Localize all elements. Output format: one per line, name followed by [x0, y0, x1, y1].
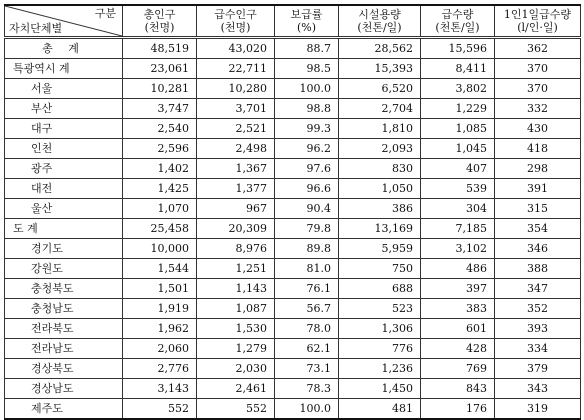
- table-row: [5, 99, 581, 119]
- served-population-cell: 1,367: [197, 159, 275, 179]
- supply-rate-cell: 97.6: [275, 159, 339, 179]
- table-row: [5, 199, 581, 219]
- facility-capacity-cell: 1,450: [339, 379, 421, 399]
- served-population-cell: 967: [197, 199, 275, 219]
- table-row: [5, 239, 581, 259]
- per-capita-supply-cell: 370: [495, 59, 581, 79]
- region-cell: 충청남도: [5, 299, 123, 319]
- per-capita-supply-cell: 343: [495, 379, 581, 399]
- region-cell: 도 계: [5, 219, 123, 239]
- population-cell: 1,501: [123, 279, 197, 299]
- region-cell: 서울: [5, 79, 123, 99]
- facility-capacity-cell: 523: [339, 299, 421, 319]
- per-capita-supply-cell: 334: [495, 339, 581, 359]
- table-row: [5, 159, 581, 179]
- supply-rate-cell: 100.0: [275, 399, 339, 420]
- supply-volume-cell: 1,229: [421, 99, 495, 119]
- facility-capacity-cell: 386: [339, 199, 421, 219]
- region-cell: 대전: [5, 179, 123, 199]
- facility-capacity-cell: 776: [339, 339, 421, 359]
- supply-rate-cell: 98.5: [275, 59, 339, 79]
- per-capita-supply-cell: 298: [495, 159, 581, 179]
- population-cell: 552: [123, 399, 197, 420]
- per-capita-supply-cell: 319: [495, 399, 581, 420]
- served-population-cell: 1,143: [197, 279, 275, 299]
- facility-capacity-cell: 750: [339, 259, 421, 279]
- supply-rate-cell: 99.3: [275, 119, 339, 139]
- facility-capacity-cell: 28,562: [339, 38, 421, 59]
- supply-volume-cell: 601: [421, 319, 495, 339]
- region-cell: 제주도: [5, 399, 123, 420]
- table-row: [5, 399, 581, 420]
- per-capita-supply-cell: 388: [495, 259, 581, 279]
- supply-rate-cell: 79.8: [275, 219, 339, 239]
- supply-rate-cell: 98.8: [275, 99, 339, 119]
- region-cell: 경상북도: [5, 359, 123, 379]
- region-cell: 경기도: [5, 239, 123, 259]
- supply-rate-cell: 96.2: [275, 139, 339, 159]
- population-cell: 25,458: [123, 219, 197, 239]
- supply-volume-cell: 397: [421, 279, 495, 299]
- region-cell: 총 계: [5, 38, 123, 59]
- per-capita-supply-cell: 362: [495, 38, 581, 59]
- per-capita-supply-cell: 418: [495, 139, 581, 159]
- per-capita-supply-cell: 332: [495, 99, 581, 119]
- table-row: [5, 38, 581, 59]
- table-row: [5, 219, 581, 239]
- supply-volume-cell: 428: [421, 339, 495, 359]
- supply-rate-cell: 78.0: [275, 319, 339, 339]
- per-capita-supply-cell: 347: [495, 279, 581, 299]
- population-cell: 1,962: [123, 319, 197, 339]
- facility-capacity-cell: 2,704: [339, 99, 421, 119]
- column-header-supply-volume: 급수량 (천톤/일): [421, 5, 495, 38]
- table-row: [5, 319, 581, 339]
- supply-volume-cell: 3,802: [421, 79, 495, 99]
- table-row: [5, 359, 581, 379]
- table-row: [5, 339, 581, 359]
- corner-top-label: 구분: [94, 7, 116, 20]
- served-population-cell: 552: [197, 399, 275, 420]
- served-population-cell: 22,711: [197, 59, 275, 79]
- served-population-cell: 2,030: [197, 359, 275, 379]
- population-cell: 2,776: [123, 359, 197, 379]
- per-capita-supply-cell: 354: [495, 219, 581, 239]
- supply-rate-cell: 76.1: [275, 279, 339, 299]
- column-header-facility-capacity: 시설용량 (천톤/일): [339, 5, 421, 38]
- supply-volume-cell: 304: [421, 199, 495, 219]
- supply-rate-cell: 89.8: [275, 239, 339, 259]
- supply-volume-cell: 176: [421, 399, 495, 420]
- supply-rate-cell: 88.7: [275, 38, 339, 59]
- per-capita-supply-cell: 346: [495, 239, 581, 259]
- region-cell: 전라남도: [5, 339, 123, 359]
- region-cell: 대구: [5, 119, 123, 139]
- supply-rate-cell: 62.1: [275, 339, 339, 359]
- population-cell: 48,519: [123, 38, 197, 59]
- header-row: [5, 5, 581, 38]
- region-cell: 강원도: [5, 259, 123, 279]
- supply-volume-cell: 3,102: [421, 239, 495, 259]
- population-cell: 1,544: [123, 259, 197, 279]
- region-cell: 경상남도: [5, 379, 123, 399]
- supply-rate-cell: 56.7: [275, 299, 339, 319]
- region-cell: 광주: [5, 159, 123, 179]
- column-header-supply-rate: 보급률 (%): [275, 5, 339, 38]
- table-row: [5, 79, 581, 99]
- table-row: [5, 259, 581, 279]
- per-capita-supply-cell: 430: [495, 119, 581, 139]
- served-population-cell: 8,976: [197, 239, 275, 259]
- population-cell: 1,402: [123, 159, 197, 179]
- column-header-population: 총인구 (천명): [123, 5, 197, 38]
- supply-volume-cell: 407: [421, 159, 495, 179]
- supply-rate-cell: 100.0: [275, 79, 339, 99]
- table-row: [5, 279, 581, 299]
- table-row: [5, 59, 581, 79]
- per-capita-supply-cell: 315: [495, 199, 581, 219]
- table-row: [5, 299, 581, 319]
- supply-volume-cell: 486: [421, 259, 495, 279]
- per-capita-supply-cell: 393: [495, 319, 581, 339]
- facility-capacity-cell: 1,236: [339, 359, 421, 379]
- facility-capacity-cell: 15,393: [339, 59, 421, 79]
- per-capita-supply-cell: 379: [495, 359, 581, 379]
- supply-volume-cell: 7,185: [421, 219, 495, 239]
- column-header-per-capita-supply: 1인1일급수량 (l/인·일): [495, 5, 581, 38]
- population-cell: 2,060: [123, 339, 197, 359]
- table-row: [5, 139, 581, 159]
- facility-capacity-cell: 13,169: [339, 219, 421, 239]
- supply-rate-cell: 96.6: [275, 179, 339, 199]
- served-population-cell: 1,279: [197, 339, 275, 359]
- region-cell: 부산: [5, 99, 123, 119]
- served-population-cell: 20,309: [197, 219, 275, 239]
- column-header-served-population: 급수인구 (천명): [197, 5, 275, 38]
- served-population-cell: 2,521: [197, 119, 275, 139]
- served-population-cell: 1,530: [197, 319, 275, 339]
- population-cell: 10,000: [123, 239, 197, 259]
- served-population-cell: 3,701: [197, 99, 275, 119]
- facility-capacity-cell: 1,810: [339, 119, 421, 139]
- corner-header-cell: [5, 5, 123, 38]
- supply-volume-cell: 539: [421, 179, 495, 199]
- facility-capacity-cell: 1,050: [339, 179, 421, 199]
- region-cell: 울산: [5, 199, 123, 219]
- per-capita-supply-cell: 391: [495, 179, 581, 199]
- region-cell: 특광역시 계: [5, 59, 123, 79]
- facility-capacity-cell: 830: [339, 159, 421, 179]
- supply-volume-cell: 15,596: [421, 38, 495, 59]
- population-cell: 1,425: [123, 179, 197, 199]
- facility-capacity-cell: 6,520: [339, 79, 421, 99]
- population-cell: 2,596: [123, 139, 197, 159]
- served-population-cell: 2,498: [197, 139, 275, 159]
- population-cell: 10,281: [123, 79, 197, 99]
- water-supply-table: [4, 4, 581, 420]
- per-capita-supply-cell: 370: [495, 79, 581, 99]
- per-capita-supply-cell: 352: [495, 299, 581, 319]
- region-cell: 충청북도: [5, 279, 123, 299]
- facility-capacity-cell: 5,959: [339, 239, 421, 259]
- supply-volume-cell: 769: [421, 359, 495, 379]
- served-population-cell: 10,280: [197, 79, 275, 99]
- facility-capacity-cell: 2,093: [339, 139, 421, 159]
- supply-rate-cell: 90.4: [275, 199, 339, 219]
- served-population-cell: 2,461: [197, 379, 275, 399]
- supply-volume-cell: 1,045: [421, 139, 495, 159]
- corner-bottom-label: 자치단체별: [9, 22, 63, 35]
- table-row: [5, 179, 581, 199]
- served-population-cell: 1,377: [197, 179, 275, 199]
- population-cell: 23,061: [123, 59, 197, 79]
- population-cell: 3,747: [123, 99, 197, 119]
- served-population-cell: 1,251: [197, 259, 275, 279]
- supply-volume-cell: 1,085: [421, 119, 495, 139]
- supply-volume-cell: 8,411: [421, 59, 495, 79]
- supply-volume-cell: 383: [421, 299, 495, 319]
- table-row: [5, 119, 581, 139]
- facility-capacity-cell: 688: [339, 279, 421, 299]
- supply-rate-cell: 81.0: [275, 259, 339, 279]
- region-cell: 전라북도: [5, 319, 123, 339]
- served-population-cell: 43,020: [197, 38, 275, 59]
- population-cell: 1,919: [123, 299, 197, 319]
- served-population-cell: 1,087: [197, 299, 275, 319]
- table-body: [5, 38, 581, 420]
- supply-rate-cell: 78.3: [275, 379, 339, 399]
- facility-capacity-cell: 481: [339, 399, 421, 420]
- supply-rate-cell: 73.1: [275, 359, 339, 379]
- table-row: [5, 379, 581, 399]
- population-cell: 3,143: [123, 379, 197, 399]
- population-cell: 1,070: [123, 199, 197, 219]
- facility-capacity-cell: 1,306: [339, 319, 421, 339]
- region-cell: 인천: [5, 139, 123, 159]
- supply-volume-cell: 843: [421, 379, 495, 399]
- population-cell: 2,540: [123, 119, 197, 139]
